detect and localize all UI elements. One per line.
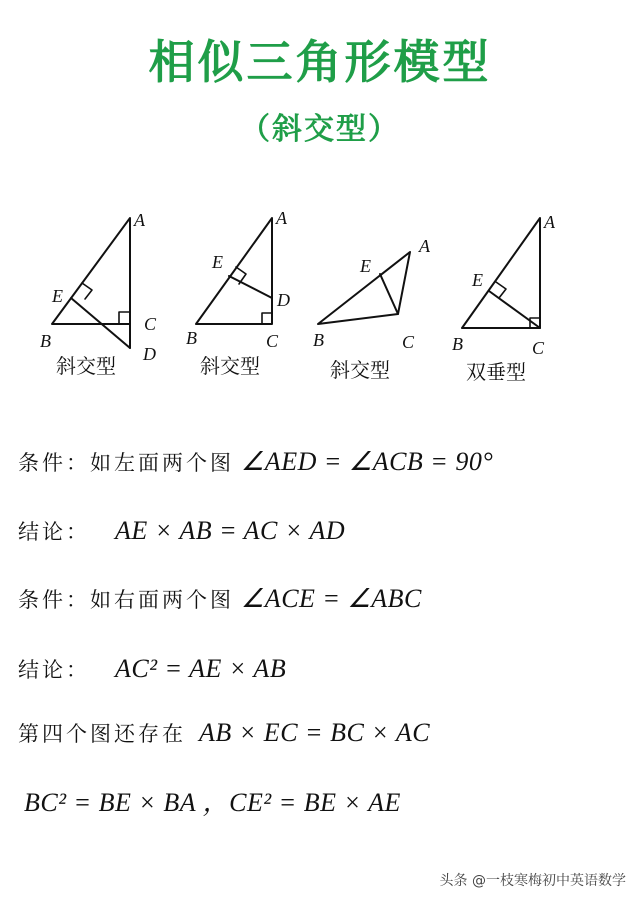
- condition-left-line: [18, 447, 493, 477]
- fig4-label-E: E: [472, 270, 483, 290]
- condition-right-formula: ∠ACE = ∠ABC: [241, 584, 422, 613]
- fig2-label-A: A: [276, 208, 287, 228]
- conclusion-left-line: [18, 516, 345, 546]
- condition-right-label: 条件：如右面两个图: [18, 588, 234, 612]
- fig1-label-B: B: [40, 331, 51, 351]
- page-subtitle: （斜交型）: [240, 112, 400, 147]
- conclusion-left-label: 结论：: [18, 520, 90, 544]
- conclusion-right-line: [18, 654, 286, 684]
- fig4-label-C: C: [532, 338, 545, 358]
- extra-relations-line: [24, 788, 401, 818]
- condition-left-formula: ∠AED = ∠ACB = 90°: [241, 447, 494, 476]
- fig4-label-A: A: [544, 212, 555, 232]
- fig1-label-E: E: [52, 286, 63, 306]
- figure-4-caption: 双垂型: [466, 360, 526, 384]
- figure-2-diagram: [196, 218, 272, 324]
- fig2-label-D: D: [277, 290, 290, 310]
- figure-3-caption: 斜交型: [330, 358, 390, 382]
- extra-relations-formula: BC² = BE × BA ，CE² = BE × AE: [24, 788, 401, 817]
- fig1-label-A: A: [134, 210, 145, 230]
- watermark: 头条 @一枝寒梅初中英语数学: [439, 873, 626, 889]
- fig2-label-C: C: [266, 331, 279, 351]
- fig2-label-E: E: [212, 252, 223, 272]
- conclusion-right-label: 结论：: [18, 658, 90, 682]
- fourth-figure-line: [18, 718, 430, 748]
- condition-left-label: 条件：如左面两个图: [18, 451, 234, 475]
- fig1-label-C: C: [144, 314, 157, 334]
- figure-1-caption: 斜交型: [56, 354, 116, 378]
- fig2-label-B: B: [186, 328, 197, 348]
- fig1-label-D: D: [143, 344, 156, 364]
- condition-right-line: [18, 584, 422, 614]
- fig3-label-E: E: [360, 256, 371, 276]
- fig3-label-C: C: [402, 332, 415, 352]
- figure-1-diagram: [52, 218, 130, 348]
- conclusion-right-formula: AC² = AE × AB: [115, 654, 287, 683]
- fig3-label-A: A: [419, 236, 430, 256]
- fig4-label-B: B: [452, 334, 463, 354]
- conclusion-left-formula: AE × AB = AC × AD: [115, 516, 346, 545]
- figures-row: [0, 190, 640, 400]
- fourth-figure-formula: AB × EC = BC × AC: [199, 718, 431, 747]
- page-title: 相似三角形模型: [148, 35, 492, 89]
- fig3-label-B: B: [313, 330, 324, 350]
- figure-2-caption: 斜交型: [200, 354, 260, 378]
- fourth-figure-label: 第四个图还存在: [18, 722, 186, 746]
